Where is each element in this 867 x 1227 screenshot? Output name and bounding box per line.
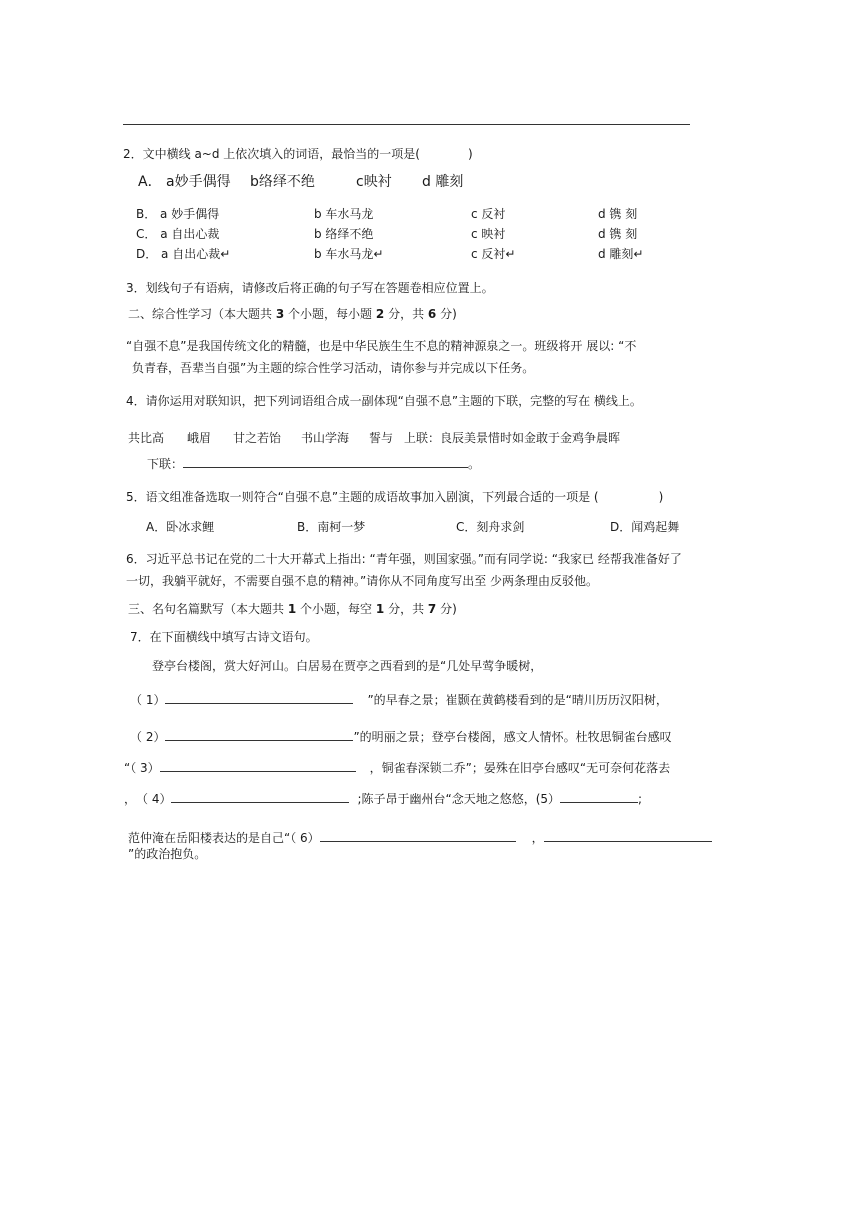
q4-lower-end: 。 xyxy=(468,457,481,471)
section2-heading xyxy=(128,306,457,322)
q7-line-3 xyxy=(124,759,670,776)
section2-points-total: 6 xyxy=(427,307,437,321)
q4-lower-label: 下联： xyxy=(147,457,184,471)
section3-points-each: 1 xyxy=(375,602,385,616)
q7-line-1-text: ”的早春之景；崔颢在黄鹤楼看到的是“晴川历历汉阳树， xyxy=(367,693,668,707)
q6-line-2: 一切，我躺平就好，不需要自强不息的精神。”请你从不同角度写出至 少两条理由反驳他。 xyxy=(126,574,599,588)
q7-blank-1-label: （ 1） xyxy=(130,693,166,707)
q2-option-b-4: d 镌 刻 xyxy=(598,207,638,221)
section3-points-total: 7 xyxy=(427,602,437,616)
q4-word-5: 誓与 xyxy=(369,431,394,445)
q5-option-d: D．闻鸡起舞 xyxy=(610,520,680,534)
q3-stem: 3．划线句子有语病，请修改后将正确的句子写在答题卷相应位置上。 xyxy=(126,281,494,295)
q7-line-2-text: ”的明丽之景；登亭台楼阁，感文人情怀。杜牧思铜雀台感叹 xyxy=(353,730,672,744)
q7-blank-1[interactable] xyxy=(165,691,353,704)
q2-option-b-2: b 车水马龙 xyxy=(314,207,374,221)
q7-line-4 xyxy=(124,790,642,807)
header-rule xyxy=(123,124,690,125)
section3-heading-text: 三、名句名篇默写（本大题共 xyxy=(128,602,285,616)
q4-word-3: 甘之若饴 xyxy=(233,431,282,445)
q2-option-d-2: b 车水马龙↵ xyxy=(314,247,384,261)
q7-blank-7[interactable] xyxy=(544,829,712,842)
q7-blank-2[interactable] xyxy=(165,728,353,741)
q2-option-d-4: d 雕刻↵ xyxy=(598,247,644,261)
q2-option-a-2: b络绎不绝 xyxy=(250,174,315,190)
q4-word-1: 共比高 xyxy=(128,431,165,445)
q7-stem: 7．在下面横线中填写古诗文语句。 xyxy=(130,630,318,644)
section3-heading-end: 分) xyxy=(440,602,457,616)
q4-lower-line xyxy=(147,455,480,472)
q2-option-b-3: c 反衬 xyxy=(471,207,506,221)
q7-blank-3[interactable] xyxy=(160,759,356,772)
q5-stem: 5．语文组准备选取一则符合“自强不息”主题的成语故事加入剧演，下列最合适的一项是 ( ) xyxy=(126,490,664,504)
q7-line-6: ”的政治抱负。 xyxy=(128,847,207,861)
q7-blank-4[interactable] xyxy=(171,790,349,803)
q7-line-3-text: ，铜雀春深锁二乔”；晏殊在旧亭台感叹“无可奈何花落去 xyxy=(369,761,671,775)
q2-option-b-1: B． a 妙手偶得 xyxy=(136,207,220,221)
section2-heading-text-3: 分，共 xyxy=(388,307,425,321)
section3-heading-text-2: 个小题，每空 xyxy=(300,602,373,616)
q2-option-d-3: c 反衬↵ xyxy=(471,247,516,261)
section2-heading-text-2: 个小题，每小题 xyxy=(288,307,373,321)
section2-heading-end: 分) xyxy=(440,307,457,321)
q5-option-c: C．刻舟求剑 xyxy=(456,520,525,534)
q7-line-4-end: ; xyxy=(638,792,643,806)
q2-stem: 2．文中横线 a~d 上依次填入的词语，最恰当的一项是( ) xyxy=(123,147,473,161)
q2-option-a-1: A． a妙手偶得 xyxy=(138,174,231,190)
q7-paragraph: 登亭台楼阁，赏大好河山。白居易在贾亭之西看到的是“几处早莺争暖树， xyxy=(152,659,543,673)
intro-line-1: “自强不息”是我国传统文化的精髓，也是中华民族生生不息的精神源泉之一。班级将开 展以: “不 xyxy=(126,339,637,353)
q7-line-5-mid: ， xyxy=(531,831,544,845)
section3-heading xyxy=(128,601,457,617)
q4-word-2: 峨眉 xyxy=(187,431,212,445)
q4-lower-answer-blank[interactable] xyxy=(183,455,468,468)
q2-option-c-3: c 映衬 xyxy=(471,227,506,241)
q4-word-4: 书山学海 xyxy=(301,431,350,445)
q7-blank-6[interactable] xyxy=(320,829,516,842)
q6-line-1: 6．习近平总书记在党的二十大开幕式上指出: “青年强，则国家强。”而有同学说: “我家已 经帮我准备好了 xyxy=(126,552,682,566)
q7-blank-5[interactable] xyxy=(560,790,638,803)
q7-line-2 xyxy=(130,728,672,745)
intro-line-2: 负青春，吾辈当自强”为主题的综合性学习活动，请你参与并完成以下任务。 xyxy=(132,361,535,375)
q4-upper-couplet: 上联：良辰美景惜时如金敢于金鸡争晨晖 xyxy=(404,431,621,445)
q2-option-a-4: d 雕刻 xyxy=(422,174,464,190)
q2-option-c-1: C． a 自出心裁 xyxy=(136,227,220,241)
q5-option-a: A．卧冰求鲤 xyxy=(146,520,215,534)
q7-line-5 xyxy=(128,829,712,846)
q4-stem: 4．请你运用对联知识，把下列词语组合成一副体现“自强不息”主题的下联，完整的写在 横线上。 xyxy=(126,394,642,408)
q5-option-b: B．南柯一梦 xyxy=(297,520,366,534)
q2-option-c-4: d 镌 刻 xyxy=(598,227,638,241)
q7-blank-4-label: ， （ 4） xyxy=(124,792,172,806)
q7-line-4-text: ;陈子昂于幽州台“念天地之悠悠，(5） xyxy=(357,792,561,806)
q7-line-1 xyxy=(130,691,668,708)
q2-option-c-2: b 络绎不绝 xyxy=(314,227,374,241)
section2-heading-text: 二、综合性学习（本大题共 xyxy=(128,307,273,321)
section2-points-each: 2 xyxy=(375,307,385,321)
q7-blank-2-label: （ 2） xyxy=(130,730,166,744)
q2-option-a-3: c映衬 xyxy=(356,174,392,190)
q7-blank-6-label: 范仲淹在岳阳楼表达的是自己“（ 6） xyxy=(128,831,320,845)
q2-option-d-1: D． a 自出心裁↵ xyxy=(136,247,231,261)
section3-heading-text-3: 分，共 xyxy=(388,602,425,616)
q7-blank-3-label: “（ 3） xyxy=(124,761,160,775)
section3-count: 1 xyxy=(287,602,297,616)
section2-count: 3 xyxy=(275,307,285,321)
